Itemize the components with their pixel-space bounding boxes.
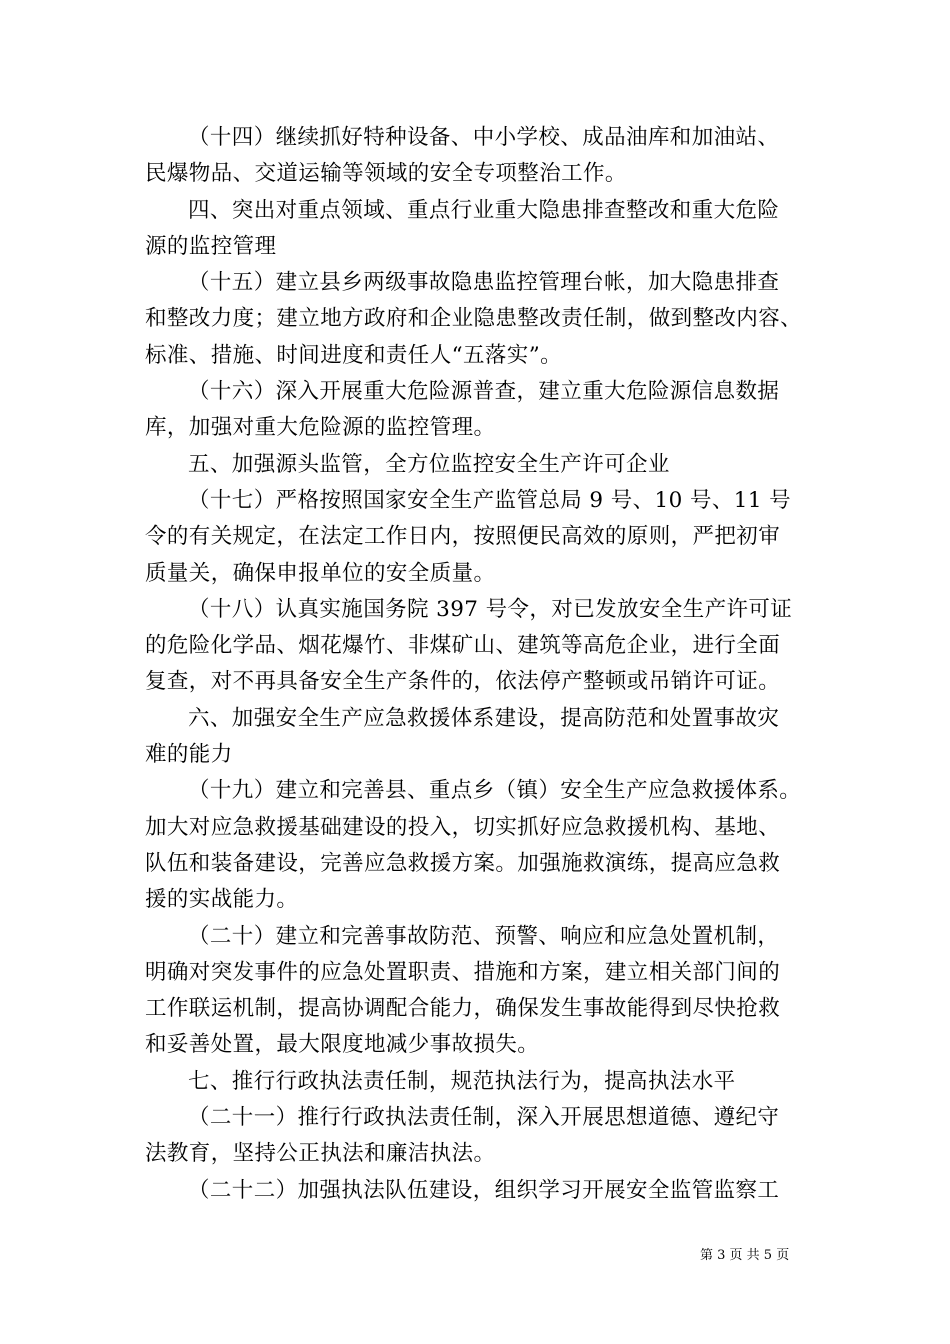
section-heading-7: 七、推行行政执法责任制，规范执法行为，提高执法水平 (188, 1068, 736, 1094)
paragraph-item-14: （十四）继续抓好特种设备、中小学校、成品油库和加油站、 民爆物品、交道运输等领域的安全专项整治工作。 (145, 125, 780, 187)
section-heading-4: 四、突出对重点领域、重点行业重大隐患排查整改和重大危险 源的监控管理 (145, 197, 780, 259)
paragraph-item-18: （十八）认真实施国务院 397 号令，对已发放安全生产许可证 的危险化学品、烟花爆竹、非煤矿山、建筑等高危企业，进行全面 复查，对不再具备安全生产条件的，依法停产整顿或吊销许可证。 (145, 596, 793, 695)
paragraph-item-17: （十七）严格按照国家安全生产监管总局 9 号、10 号、11 号 令的有关规定，在法定工作日内，按照便民高效的原则，严把初审 质量关，确保申报单位的安全质量。 (145, 487, 792, 586)
paragraph-item-15: （十五）建立县乡两级事故隐患监控管理台帐，加大隐患排查 和整改力度；建立地方政府和企业隐患整改责任制，做到整改内容、 标准、措施、时间进度和责任人“五落实”。 (145, 270, 803, 368)
section-heading-5: 五、加强源头监管，全方位监控安全生产许可企业 (188, 451, 670, 477)
paragraph-item-22: （二十二）加强执法队伍建设，组织学习开展安全监管监察工 (188, 1177, 780, 1203)
paragraph-item-20: （二十）建立和完善事故防范、预警、响应和应急处置机制， 明确对突发事件的应急处置职责、措施和方案，建立相关部门间的 工作联运机制，提高协调配合能力，确保发生事故能得到尽快抢救 和妥善处置，最大限度地减少事故损失。 (145, 923, 781, 1058)
paragraph-item-21: （二十一）推行行政执法责任制，深入开展思想道德、遵纪守 法教育，坚持公正执法和廉洁执法。 (145, 1105, 780, 1167)
paragraph-item-16: （十六）深入开展重大危险源普查，建立重大危险源信息数据 库，加强对重大危险源的监控管理。 (145, 379, 780, 441)
paragraph-item-19: （十九）建立和完善县、重点乡（镇）安全生产应急救援体系。 加大对应急救援基础建设的投入，切实抓好应急救援机构、基地、 队伍和装备建设，完善应急救援方案。加强施救演练，提高应急救 援的实战能力。 (145, 778, 802, 913)
section-heading-6: 六、加强安全生产应急救援体系建设，提高防范和处置事故灾 难的能力 (145, 705, 780, 768)
page-number-footer: 第 3 页 共 5 页 (700, 1248, 790, 1263)
document-body (145, 120, 810, 1209)
